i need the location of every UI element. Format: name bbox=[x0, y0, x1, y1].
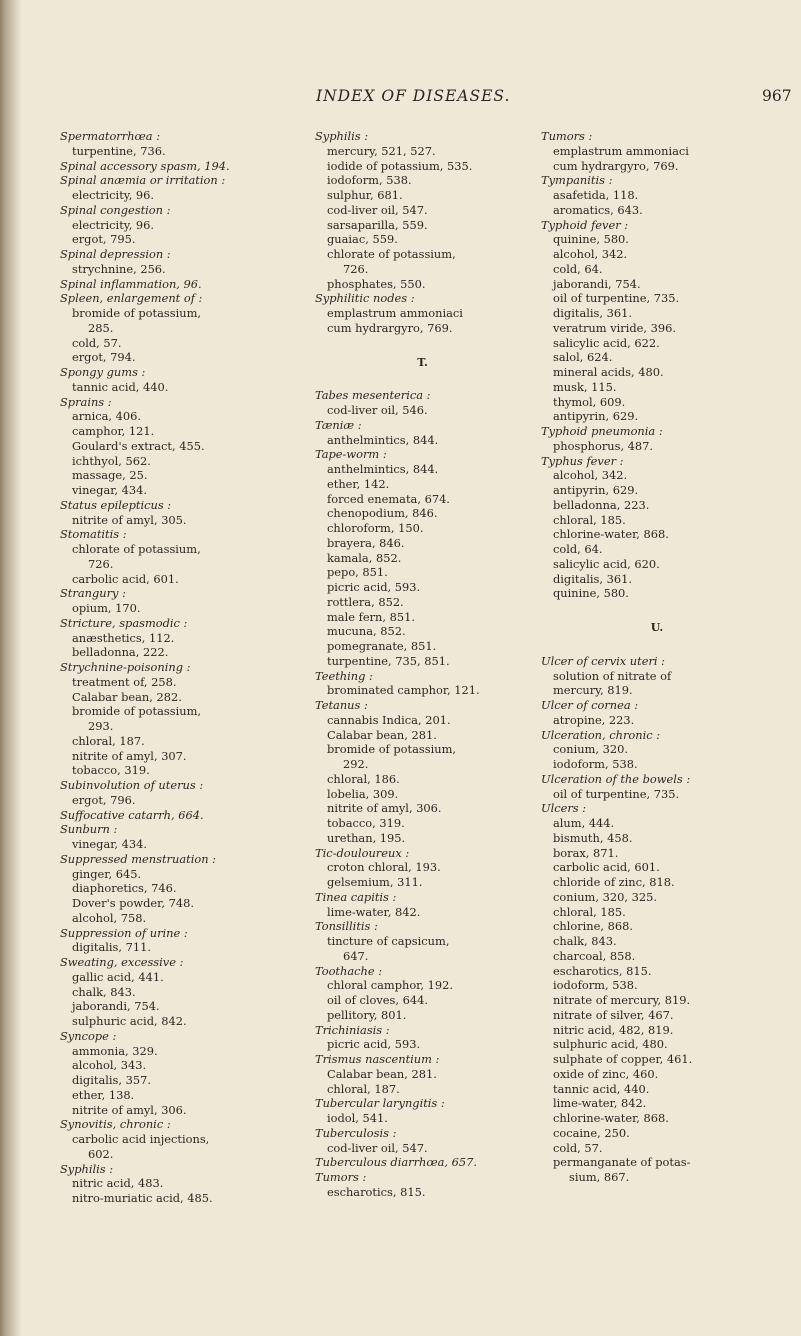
index-heading: Sweating, excessive : bbox=[60, 955, 184, 969]
index-subentry: nitro-muriatic acid, 485. bbox=[72, 1191, 213, 1205]
index-subentry: charcoal, 858. bbox=[553, 948, 636, 963]
index-subentry: croton chloral, 193. bbox=[327, 860, 441, 875]
index-subentry: oil of turpentine, 735. bbox=[553, 786, 680, 801]
index-subentry: vinegar, 434. bbox=[72, 483, 148, 497]
index-subentry: escharotics, 815. bbox=[327, 1184, 426, 1199]
index-subentry: cod-liver oil, 547. bbox=[327, 202, 428, 217]
index-subentry: oil of cloves, 644. bbox=[327, 993, 428, 1007]
index-heading: Strychnine-poisoning : bbox=[60, 660, 191, 674]
index-subentry: anæsthetics, 112. bbox=[72, 630, 175, 645]
index-subentry: cold, 64. bbox=[553, 542, 603, 556]
index-subentry: cannabis Indica, 201. bbox=[327, 712, 451, 727]
index-subentry: cum hydrargyro, 769. bbox=[553, 158, 679, 173]
index-subentry: sulphur, 681. bbox=[327, 188, 403, 202]
index-subentry: iodoform, 538. bbox=[327, 173, 412, 188]
index-subentry: oxide of zinc, 460. bbox=[553, 1066, 659, 1081]
index-heading: Tape-worm : bbox=[315, 447, 387, 462]
index-subentry: nitric acid, 483. bbox=[72, 1176, 164, 1191]
index-subentry: nitrate of silver, 467. bbox=[553, 1007, 674, 1022]
index-subentry: musk, 115. bbox=[553, 379, 617, 394]
index-subentry: Dover's powder, 748. bbox=[72, 896, 194, 910]
index-subentry: cod-liver oil, 546. bbox=[327, 403, 428, 417]
index-heading: Tæniæ : bbox=[315, 417, 362, 432]
index-subentry: jaborandi, 754. bbox=[553, 276, 641, 291]
index-subentry: electricity, 96. bbox=[72, 217, 155, 232]
index-subentry: escharotics, 815. bbox=[553, 963, 652, 978]
index-heading: Trismus nascentium : bbox=[315, 1052, 440, 1066]
index-subentry: cold, 64. bbox=[553, 261, 603, 276]
index-subentry: antipyrin, 629. bbox=[553, 409, 639, 424]
index-subentry: ether, 138. bbox=[72, 1087, 135, 1102]
index-subentry: chloral, 187. bbox=[72, 733, 145, 748]
index-subentry: turpentine, 735, 851. bbox=[327, 653, 450, 668]
index-subentry: quinine, 580. bbox=[553, 586, 629, 601]
index-subentry: nitrate of mercury, 819. bbox=[553, 993, 691, 1007]
index-heading: Subinvolution of uterus : bbox=[60, 778, 204, 792]
index-subentry: tincture of capsicum, bbox=[327, 934, 450, 948]
index-subentry: thymol, 609. bbox=[553, 394, 626, 409]
index-continuation: 293. bbox=[88, 719, 114, 733]
index-heading: Ulceration of the bowels : bbox=[541, 771, 691, 786]
index-column-3 bbox=[541, 129, 773, 1185]
index-subentry: sulphuric acid, 480. bbox=[553, 1037, 668, 1052]
index-heading: Spinal congestion : bbox=[60, 202, 171, 217]
index-subentry: chloral, 186. bbox=[327, 771, 400, 786]
index-subentry: iodoform, 538. bbox=[553, 757, 638, 771]
index-subentry: brominated camphor, 121. bbox=[327, 683, 480, 698]
index-subentry: opium, 170. bbox=[72, 601, 141, 615]
index-subentry: salicylic acid, 620. bbox=[553, 556, 660, 571]
index-column-2 bbox=[315, 129, 530, 1200]
index-subentry: forced enemata, 674. bbox=[327, 491, 450, 506]
index-subentry: mercury, 819. bbox=[553, 683, 633, 698]
index-subentry: chloral, 185. bbox=[553, 904, 626, 919]
index-subentry: digitalis, 361. bbox=[553, 306, 632, 320]
index-subentry: camphor, 121. bbox=[72, 424, 155, 438]
index-heading: Tympanitis : bbox=[541, 173, 613, 188]
index-heading: Status epilepticus : bbox=[60, 497, 172, 512]
index-subentry: bromide of potassium, bbox=[72, 704, 201, 719]
index-heading: Ulcers : bbox=[541, 801, 587, 816]
index-heading: Synovitis, chronic : bbox=[60, 1117, 171, 1132]
index-subentry: emplastrum ammoniaci bbox=[553, 143, 689, 158]
index-heading: Spongy gums : bbox=[60, 365, 146, 379]
index-continuation: sium, 867. bbox=[569, 1170, 630, 1184]
index-subentry: cod-liver oil, 547. bbox=[327, 1140, 428, 1155]
index-subentry: alcohol, 758. bbox=[72, 910, 147, 925]
index-subentry: chenopodium, 846. bbox=[327, 506, 438, 521]
index-subentry: nitric acid, 482, 819. bbox=[553, 1022, 674, 1037]
index-subentry: salicylic acid, 622. bbox=[553, 335, 660, 350]
index-heading: Teething : bbox=[315, 668, 373, 683]
index-subentry: kamala, 852. bbox=[327, 550, 402, 565]
index-heading: Tumors : bbox=[315, 1170, 367, 1184]
index-subentry: belladonna, 222. bbox=[72, 645, 169, 660]
index-subentry: lime-water, 842. bbox=[327, 904, 421, 919]
index-heading: Spermatorrhœa : bbox=[60, 129, 161, 143]
index-heading: Spinal accessory spasm, 194. bbox=[60, 158, 230, 173]
index-subentry: atropine, 223. bbox=[553, 712, 635, 727]
index-subentry: Calabar bean, 281. bbox=[327, 1066, 437, 1081]
index-heading: Sprains : bbox=[60, 394, 112, 409]
index-subentry: Calabar bean, 281. bbox=[327, 727, 437, 742]
index-subentry: diaphoretics, 746. bbox=[72, 881, 177, 896]
index-heading: Tabes mesenterica : bbox=[315, 388, 431, 403]
index-heading: Tic-douloureux : bbox=[315, 845, 410, 860]
index-heading: Stomatitis : bbox=[60, 527, 127, 542]
index-heading: Ulcer of cornea : bbox=[541, 698, 639, 712]
section-letter: T. bbox=[417, 355, 428, 369]
index-heading: Tuberculosis : bbox=[315, 1125, 397, 1140]
index-heading: Spinal anæmia or irritation : bbox=[60, 173, 226, 188]
index-subentry: cocaine, 250. bbox=[553, 1125, 630, 1140]
index-subentry: anthelmintics, 844. bbox=[327, 462, 439, 476]
index-subentry: conium, 320. bbox=[553, 742, 628, 757]
index-subentry: alcohol, 342. bbox=[553, 468, 628, 483]
index-subentry: iodide of potassium, 535. bbox=[327, 158, 473, 173]
index-subentry: chlorate of potassium, bbox=[72, 542, 201, 556]
index-subentry: turpentine, 736. bbox=[72, 143, 166, 158]
index-heading: Stricture, spasmodic : bbox=[60, 615, 188, 630]
index-subentry: lobelia, 309. bbox=[327, 786, 399, 801]
index-heading: Tetanus : bbox=[315, 698, 368, 712]
index-continuation: 647. bbox=[343, 948, 369, 963]
section-letter: U. bbox=[650, 621, 664, 634]
index-subentry: electricity, 96. bbox=[72, 188, 155, 202]
index-subentry: pomegranate, 851. bbox=[327, 639, 437, 653]
index-subentry: tobacco, 319. bbox=[72, 763, 150, 778]
index-subentry: salol, 624. bbox=[553, 350, 613, 365]
index-heading: Typhus fever : bbox=[541, 453, 624, 468]
index-heading: Trichiniasis : bbox=[315, 1022, 390, 1037]
index-subentry: urethan, 195. bbox=[327, 830, 406, 845]
index-subentry: conium, 320, 325. bbox=[553, 889, 657, 904]
index-heading: Spleen, enlargement of : bbox=[60, 291, 203, 306]
index-subentry: antipyrin, 629. bbox=[553, 483, 639, 497]
index-subentry: iodol, 541. bbox=[327, 1111, 388, 1125]
index-subentry: chloral, 185. bbox=[553, 512, 626, 527]
index-heading: Suppression of urine : bbox=[60, 925, 188, 940]
index-continuation: 726. bbox=[343, 261, 369, 276]
index-subentry: treatment of, 258. bbox=[72, 674, 177, 689]
index-subentry: phosphates, 550. bbox=[327, 276, 426, 291]
index-continuation: 292. bbox=[343, 757, 369, 771]
index-heading: Tinea capitis : bbox=[315, 889, 397, 904]
index-subentry: ginger, 645. bbox=[72, 866, 142, 881]
index-subentry: belladonna, 223. bbox=[553, 497, 650, 512]
index-heading: Suffocative catarrh, 664. bbox=[60, 807, 204, 822]
running-title: INDEX OF DISEASES. bbox=[316, 87, 511, 105]
index-subentry: cum hydrargyro, 769. bbox=[327, 320, 453, 335]
index-heading: Spinal inflammation, 96. bbox=[60, 276, 202, 291]
index-subentry: tannic acid, 440. bbox=[72, 379, 169, 394]
index-subentry: chloride of zinc, 818. bbox=[553, 875, 675, 889]
index-subentry: chloroform, 150. bbox=[327, 521, 424, 535]
page-edge-shadow bbox=[0, 0, 22, 1336]
index-subentry: sulphate of copper, 461. bbox=[553, 1052, 693, 1066]
index-subentry: male fern, 851. bbox=[327, 609, 415, 624]
index-subentry: chlorine-water, 868. bbox=[553, 527, 669, 542]
index-heading: Toothache : bbox=[315, 963, 383, 978]
index-continuation: 726. bbox=[88, 556, 114, 571]
index-subentry: pellitory, 801. bbox=[327, 1007, 407, 1022]
index-subentry: bismuth, 458. bbox=[553, 830, 633, 845]
index-subentry: chlorine-water, 868. bbox=[553, 1111, 669, 1125]
index-subentry: veratrum viride, 396. bbox=[553, 320, 676, 335]
index-subentry: digitalis, 361. bbox=[553, 571, 632, 586]
index-subentry: carbolic acid, 601. bbox=[553, 860, 660, 875]
index-subentry: ether, 142. bbox=[327, 476, 390, 491]
index-subentry: nitrite of amyl, 306. bbox=[327, 801, 442, 816]
index-subentry: Calabar bean, 282. bbox=[72, 689, 182, 704]
index-heading: Sunburn : bbox=[60, 822, 118, 837]
index-heading: Ulcer of cervix uteri : bbox=[541, 653, 666, 668]
index-subentry: phosphorus, 487. bbox=[553, 438, 654, 453]
index-subentry: guaiac, 559. bbox=[327, 232, 398, 247]
index-continuation: 285. bbox=[88, 320, 114, 335]
index-heading: Typhoid pneumonia : bbox=[541, 424, 663, 438]
index-heading: Spinal depression : bbox=[60, 247, 171, 261]
index-subentry: ergot, 794. bbox=[72, 350, 136, 365]
page-number: 967 bbox=[762, 87, 792, 105]
index-heading: Tumors : bbox=[541, 129, 593, 143]
index-heading: Tuberculous diarrhœa, 657. bbox=[315, 1155, 478, 1170]
index-subentry: aromatics, 643. bbox=[553, 202, 643, 217]
index-subentry: gallic acid, 441. bbox=[72, 969, 164, 984]
index-subentry: mucuna, 852. bbox=[327, 624, 406, 639]
index-subentry: massage, 25. bbox=[72, 468, 148, 483]
index-subentry: chloral, 187. bbox=[327, 1081, 400, 1096]
index-subentry: chlorine, 868. bbox=[553, 919, 633, 934]
index-subentry: picric acid, 593. bbox=[327, 1037, 421, 1052]
index-subentry: cold, 57. bbox=[553, 1140, 603, 1155]
index-subentry: bromide of potassium, bbox=[327, 742, 456, 757]
index-subentry: quinine, 580. bbox=[553, 232, 629, 247]
index-heading: Syncope : bbox=[60, 1028, 117, 1043]
index-subentry: mineral acids, 480. bbox=[553, 365, 664, 379]
index-heading: Ulceration, chronic : bbox=[541, 727, 661, 742]
index-subentry: alum, 444. bbox=[553, 816, 615, 830]
index-heading: Syphilis : bbox=[315, 129, 369, 143]
index-subentry: nitrite of amyl, 307. bbox=[72, 748, 187, 763]
index-subentry: sarsaparilla, 559. bbox=[327, 217, 428, 232]
index-subentry: pepo, 851. bbox=[327, 565, 388, 580]
index-subentry: emplastrum ammoniaci bbox=[327, 306, 463, 320]
index-subentry: anthelmintics, 844. bbox=[327, 432, 439, 447]
index-heading: Tubercular laryngitis : bbox=[315, 1096, 445, 1111]
index-continuation: 602. bbox=[88, 1146, 114, 1161]
index-subentry: nitrite of amyl, 306. bbox=[72, 1102, 187, 1117]
index-subentry: chloral camphor, 192. bbox=[327, 978, 453, 993]
running-header bbox=[0, 87, 801, 113]
index-subentry: strychnine, 256. bbox=[72, 261, 166, 276]
index-subentry: carbolic acid, 601. bbox=[72, 571, 179, 586]
index-heading: Syphilis : bbox=[60, 1161, 114, 1176]
index-subentry: ergot, 795. bbox=[72, 232, 136, 247]
index-subentry: chalk, 843. bbox=[72, 984, 136, 999]
index-subentry: bromide of potassium, bbox=[72, 306, 201, 320]
index-heading: Tonsillitis : bbox=[315, 919, 378, 934]
index-subentry: asafetida, 118. bbox=[553, 188, 639, 202]
index-heading: Suppressed menstruation : bbox=[60, 851, 216, 866]
index-subentry: ammonia, 329. bbox=[72, 1043, 158, 1058]
index-subentry: borax, 871. bbox=[553, 845, 619, 860]
index-subentry: carbolic acid injections, bbox=[72, 1132, 210, 1146]
index-subentry: cold, 57. bbox=[72, 335, 122, 350]
index-column-1 bbox=[60, 129, 300, 1206]
index-subentry: lime-water, 842. bbox=[553, 1096, 647, 1111]
index-subentry: ergot, 796. bbox=[72, 792, 136, 807]
index-subentry: chlorate of potassium, bbox=[327, 247, 456, 261]
index-subentry: gelsemium, 311. bbox=[327, 875, 423, 889]
index-subentry: permanganate of potas- bbox=[553, 1155, 691, 1170]
index-heading: Typhoid fever : bbox=[541, 217, 629, 232]
index-subentry: ichthyol, 562. bbox=[72, 453, 151, 468]
index-subentry: brayera, 846. bbox=[327, 535, 405, 550]
index-subentry: arnica, 406. bbox=[72, 409, 141, 424]
index-subentry: chalk, 843. bbox=[553, 934, 617, 948]
index-subentry: solution of nitrate of bbox=[553, 668, 672, 683]
index-subentry: picric acid, 593. bbox=[327, 580, 421, 594]
index-subentry: nitrite of amyl, 305. bbox=[72, 512, 187, 527]
index-subentry: oil of turpentine, 735. bbox=[553, 291, 680, 306]
index-subentry: jaborandi, 754. bbox=[72, 999, 160, 1014]
index-subentry: tannic acid, 440. bbox=[553, 1081, 650, 1096]
index-subentry: vinegar, 434. bbox=[72, 837, 148, 851]
index-subentry: alcohol, 343. bbox=[72, 1058, 147, 1073]
index-subentry: alcohol, 342. bbox=[553, 247, 628, 261]
index-subentry: Goulard's extract, 455. bbox=[72, 438, 205, 453]
index-subentry: digitalis, 711. bbox=[72, 940, 151, 955]
index-subentry: sulphuric acid, 842. bbox=[72, 1014, 187, 1028]
index-heading: Strangury : bbox=[60, 586, 126, 601]
index-subentry: iodoform, 538. bbox=[553, 978, 638, 993]
index-heading: Syphilitic nodes : bbox=[315, 291, 415, 306]
index-subentry: digitalis, 357. bbox=[72, 1073, 151, 1087]
index-subentry: mercury, 521, 527. bbox=[327, 143, 436, 158]
index-subentry: tobacco, 319. bbox=[327, 816, 405, 830]
index-subentry: rottlera, 852. bbox=[327, 594, 404, 609]
